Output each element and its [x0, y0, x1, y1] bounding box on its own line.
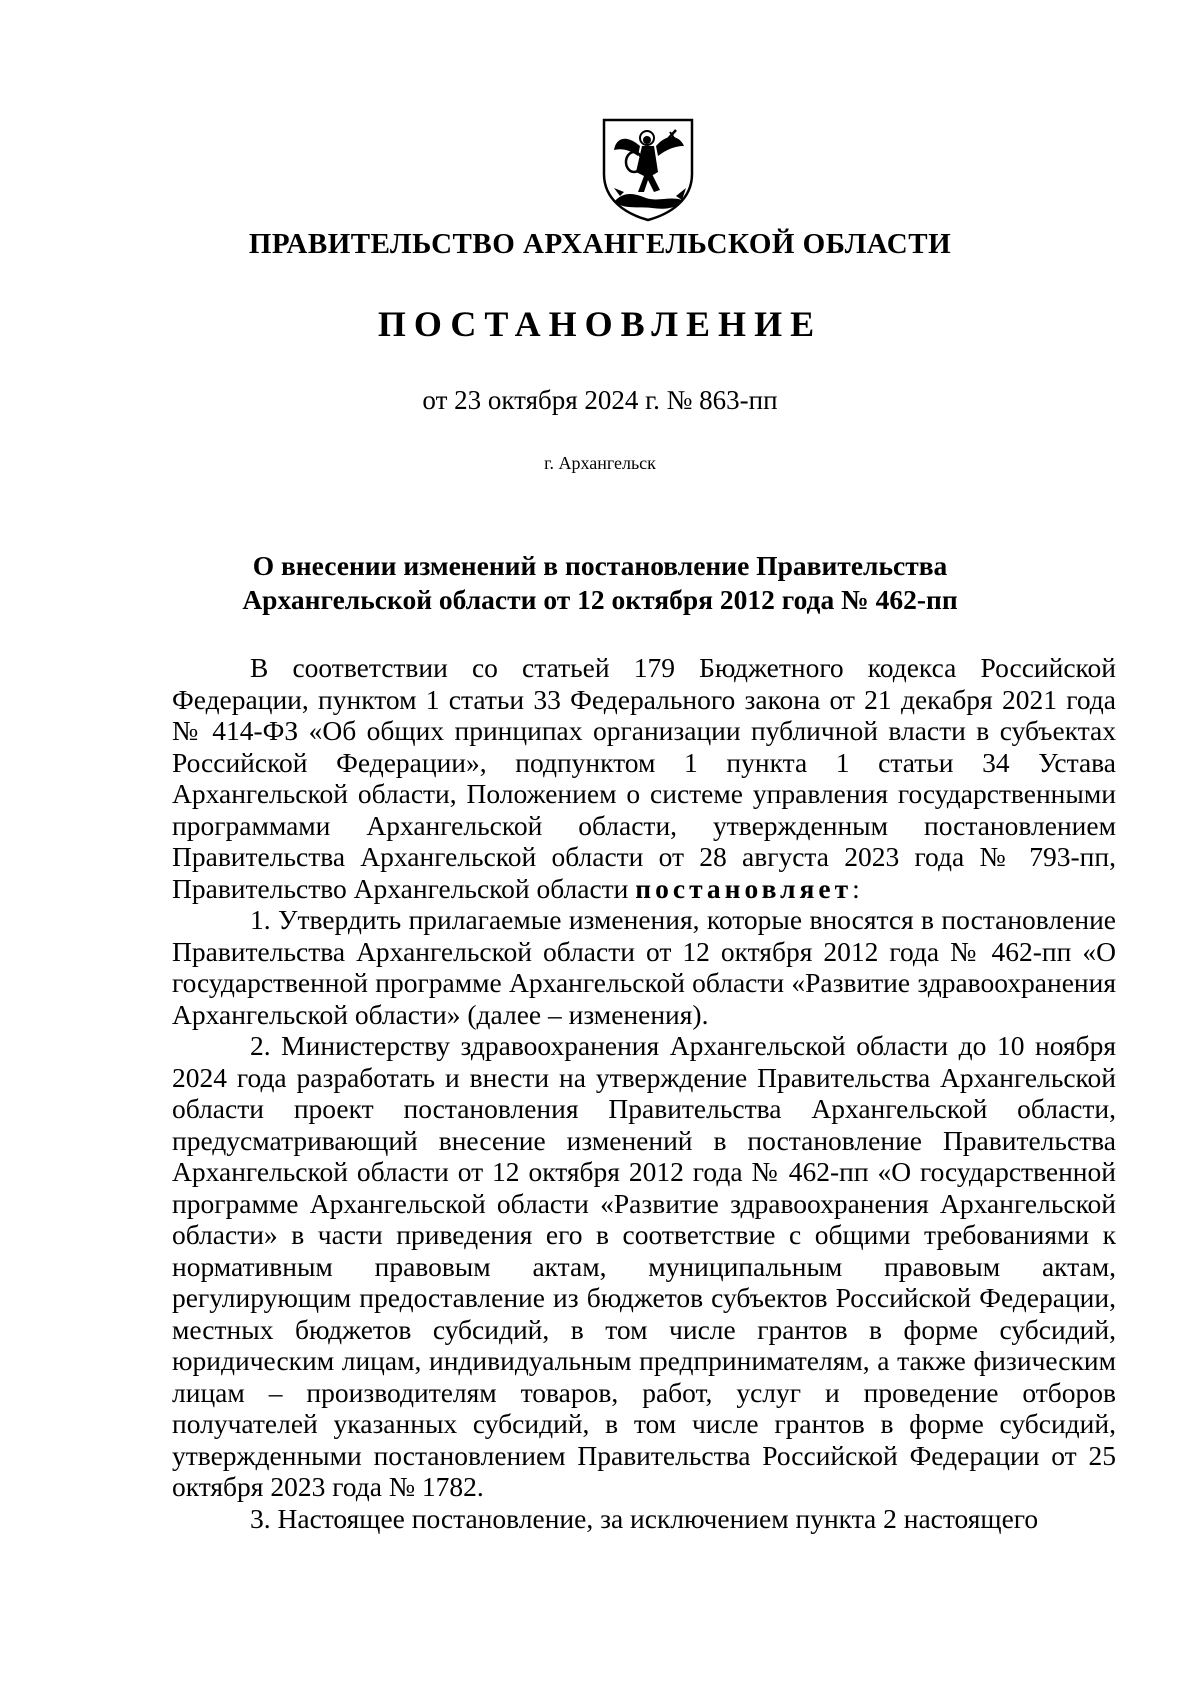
- item-3-paragraph: 3. Настоящее постановление, за исключением пункта 2 настоящего: [250, 1502, 1039, 1534]
- preamble-paragraph: [172, 652, 1116, 904]
- document-subject: [0, 549, 1200, 617]
- archangel-coat-of-arms-icon: [600, 116, 696, 222]
- document-place: г. Архангельск: [544, 453, 656, 473]
- document-body: [172, 652, 1116, 1534]
- government-name: ПРАВИТЕЛЬСТВО АРХАНГЕЛЬСКОЙ ОБЛАСТИ: [248, 228, 952, 260]
- resolves-word: постановляет: [635, 872, 853, 904]
- document-date-number: от 23 октября 2024 г. № 863-пп: [422, 385, 778, 415]
- item-1-paragraph: 1. Утвердить прилагаемые изменения, которые вносятся в постановление Правительства Архангельской области от 12 октября 2012 года № 462-пп «О государственной программе Архангельской области «Развитие здравоохранения Архангельской области» (далее – изменения).: [172, 904, 1116, 1030]
- subject-line-1: О внесении изменений в постановление Правительства: [252, 550, 948, 581]
- resolves-colon: :: [852, 872, 860, 904]
- item-2-paragraph: 2. Министерству здравоохранения Архангельской области до 10 ноября 2024 года разработать и внести на утверждение Правительства Архангельской области проект постановления Правительства Архангельской области, предусматривающий внесение изменений в постановление Правительства Архангельской области от 12 октября 2012 года № 462-пп «О государственной программе Архангельской области «Развитие здравоохранения Архангельской области» в части приведения его в соответствие с общими требованиями к нормативным правовым актам, муниципальным правовым актам, регулирующим предоставление из бюджетов субъектов Российской Федерации, местных бюджетов субсидий, в том числе грантов в форме субсидий, юридическим лицам, индивидуальным предпринимателям, а также физическим лицам – производителям товаров, работ, услуг и проведение отборов получателей указанных субсидий, в том числе грантов в форме субсидий, утвержденными постановлением Правительства Российской Федерации от 25 октября 2023 года № 1782.: [172, 1030, 1116, 1502]
- document-type: ПОСТАНОВЛЕНИЕ: [377, 304, 823, 344]
- subject-line-2: Архангельской области от 12 октября 2012 года № 462-пп: [242, 584, 958, 615]
- preamble-text: В соответствии со статьей 179 Бюджетного кодекса Российской Федерации, пунктом 1 статьи 33 Федерального закона от 21 декабря 2021 года № 414-ФЗ «Об общих принципах организации публичной власти в субъектах Российской Федерации», подпунктом 1 пункта 1 статьи 34 Устава Архангельской области, Положением о системе управления государственными программами Архангельской области, утвержденным постановлением Правительства Архангельской области от 28 августа 2023 года № 793-пп, Правительство Архангельской области: [172, 652, 1116, 904]
